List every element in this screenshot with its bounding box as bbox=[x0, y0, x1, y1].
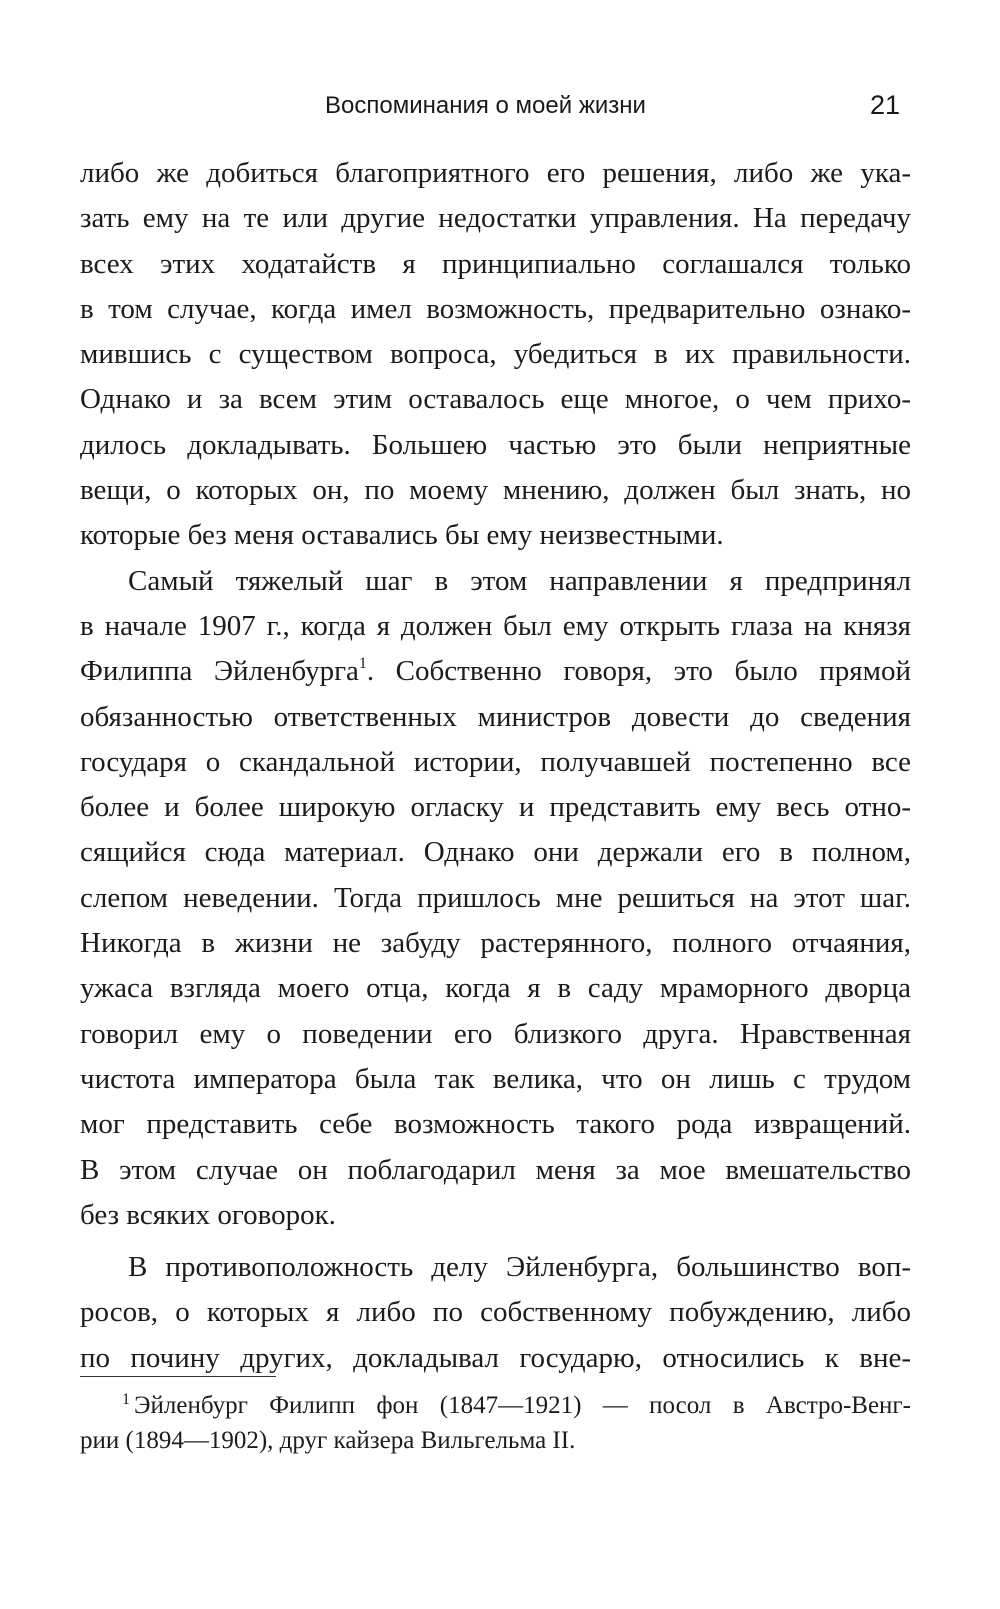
running-head bbox=[80, 92, 910, 132]
text-line: которые без меня оставались бы ему неизвестными. bbox=[80, 519, 724, 552]
text-line: мившись с существом вопроса, убедиться в их правильности. bbox=[80, 338, 911, 371]
footnote-mark: 1 bbox=[122, 1390, 130, 1408]
footnote-text: Эйленбург Филипп фон (1847—1921) — посол в Австро-Венг- bbox=[134, 1392, 911, 1419]
text-line: Никогда в жизни не забуду растерянного, полного отчаяния, bbox=[80, 927, 911, 960]
text-line: росов, о которых я либо по собственному побуждению, либо bbox=[80, 1296, 911, 1329]
page-number: 21 bbox=[869, 90, 900, 120]
paragraph-2 bbox=[80, 559, 911, 1238]
text-line: ужаса взгляда моего отца, когда я в саду мраморного дворца bbox=[80, 972, 911, 1005]
footnote-divider bbox=[80, 1376, 276, 1377]
text-segment: Филиппа Эйленбурга bbox=[80, 655, 359, 688]
paragraph-spacer bbox=[80, 1238, 911, 1245]
text-line: в начале 1907 г., когда я должен был ему открыть глаза на князя bbox=[80, 609, 911, 642]
text-line: обязанностью ответственных министров довести до сведения bbox=[80, 700, 911, 733]
running-title: Воспоминания о моей жизни bbox=[325, 92, 646, 119]
text-line: слепом неведении. Тогда пришлось мне решиться на этот шаг. bbox=[80, 881, 911, 914]
text-line: В этом случае он поблагодарил меня за мое вмешательство bbox=[80, 1153, 911, 1186]
text-line: вещи, о которых он, по моему мнению, должен был знать, но bbox=[80, 474, 911, 507]
text-line: Однако и за всем этим оставалось еще многое, о чем прихо- bbox=[80, 383, 911, 416]
text-segment: . Собственно говоря, это было прямой bbox=[366, 655, 911, 688]
text-line: сящийся сюда материал. Однако они держали его в полном, bbox=[80, 836, 911, 869]
footnote-line bbox=[80, 1388, 911, 1423]
text-line: всех этих ходатайств я принципиально соглашался только bbox=[80, 247, 911, 280]
paragraph-1 bbox=[80, 151, 911, 559]
text-line: зать ему на те или другие недостатки управления. На передачу bbox=[80, 202, 911, 235]
footnotes bbox=[80, 1388, 911, 1458]
text-line: мог представить себе возможность такого рода извращений. bbox=[80, 1108, 911, 1141]
text-line: более и более широкую огласку и представить ему весь отно- bbox=[80, 791, 911, 824]
footnote-line: рии (1894—1902), друг кайзера Вильгельма II. bbox=[80, 1427, 576, 1454]
text-line: по почину других, докладывал государю, относились к вне- bbox=[80, 1341, 911, 1374]
text-line: Самый тяжелый шаг в этом направлении я предпринял bbox=[128, 564, 911, 597]
text-line: говорил ему о поведении его близкого друга. Нравственная bbox=[80, 1017, 911, 1050]
paragraph-3 bbox=[80, 1245, 911, 1381]
footnote-reference[interactable]: 1 bbox=[358, 654, 367, 672]
text-line: дилось докладывать. Большею частью это были неприятные bbox=[80, 428, 911, 461]
text-line-with-footnote bbox=[80, 649, 911, 694]
body-text bbox=[80, 151, 911, 1381]
text-line: либо же добиться благоприятного его решения, либо же ука- bbox=[80, 157, 911, 189]
text-line: без всяких оговорок. bbox=[80, 1198, 336, 1231]
text-line: чистота императора была так велика, что он лишь с трудом bbox=[80, 1062, 911, 1095]
text-line: в том случае, когда имел возможность, предварительно ознако- bbox=[80, 292, 911, 325]
text-line: государя о скандальной истории, получавшей постепенно все bbox=[80, 745, 911, 778]
text-line: В противоположность делу Эйленбурга, большинство воп- bbox=[128, 1251, 911, 1284]
